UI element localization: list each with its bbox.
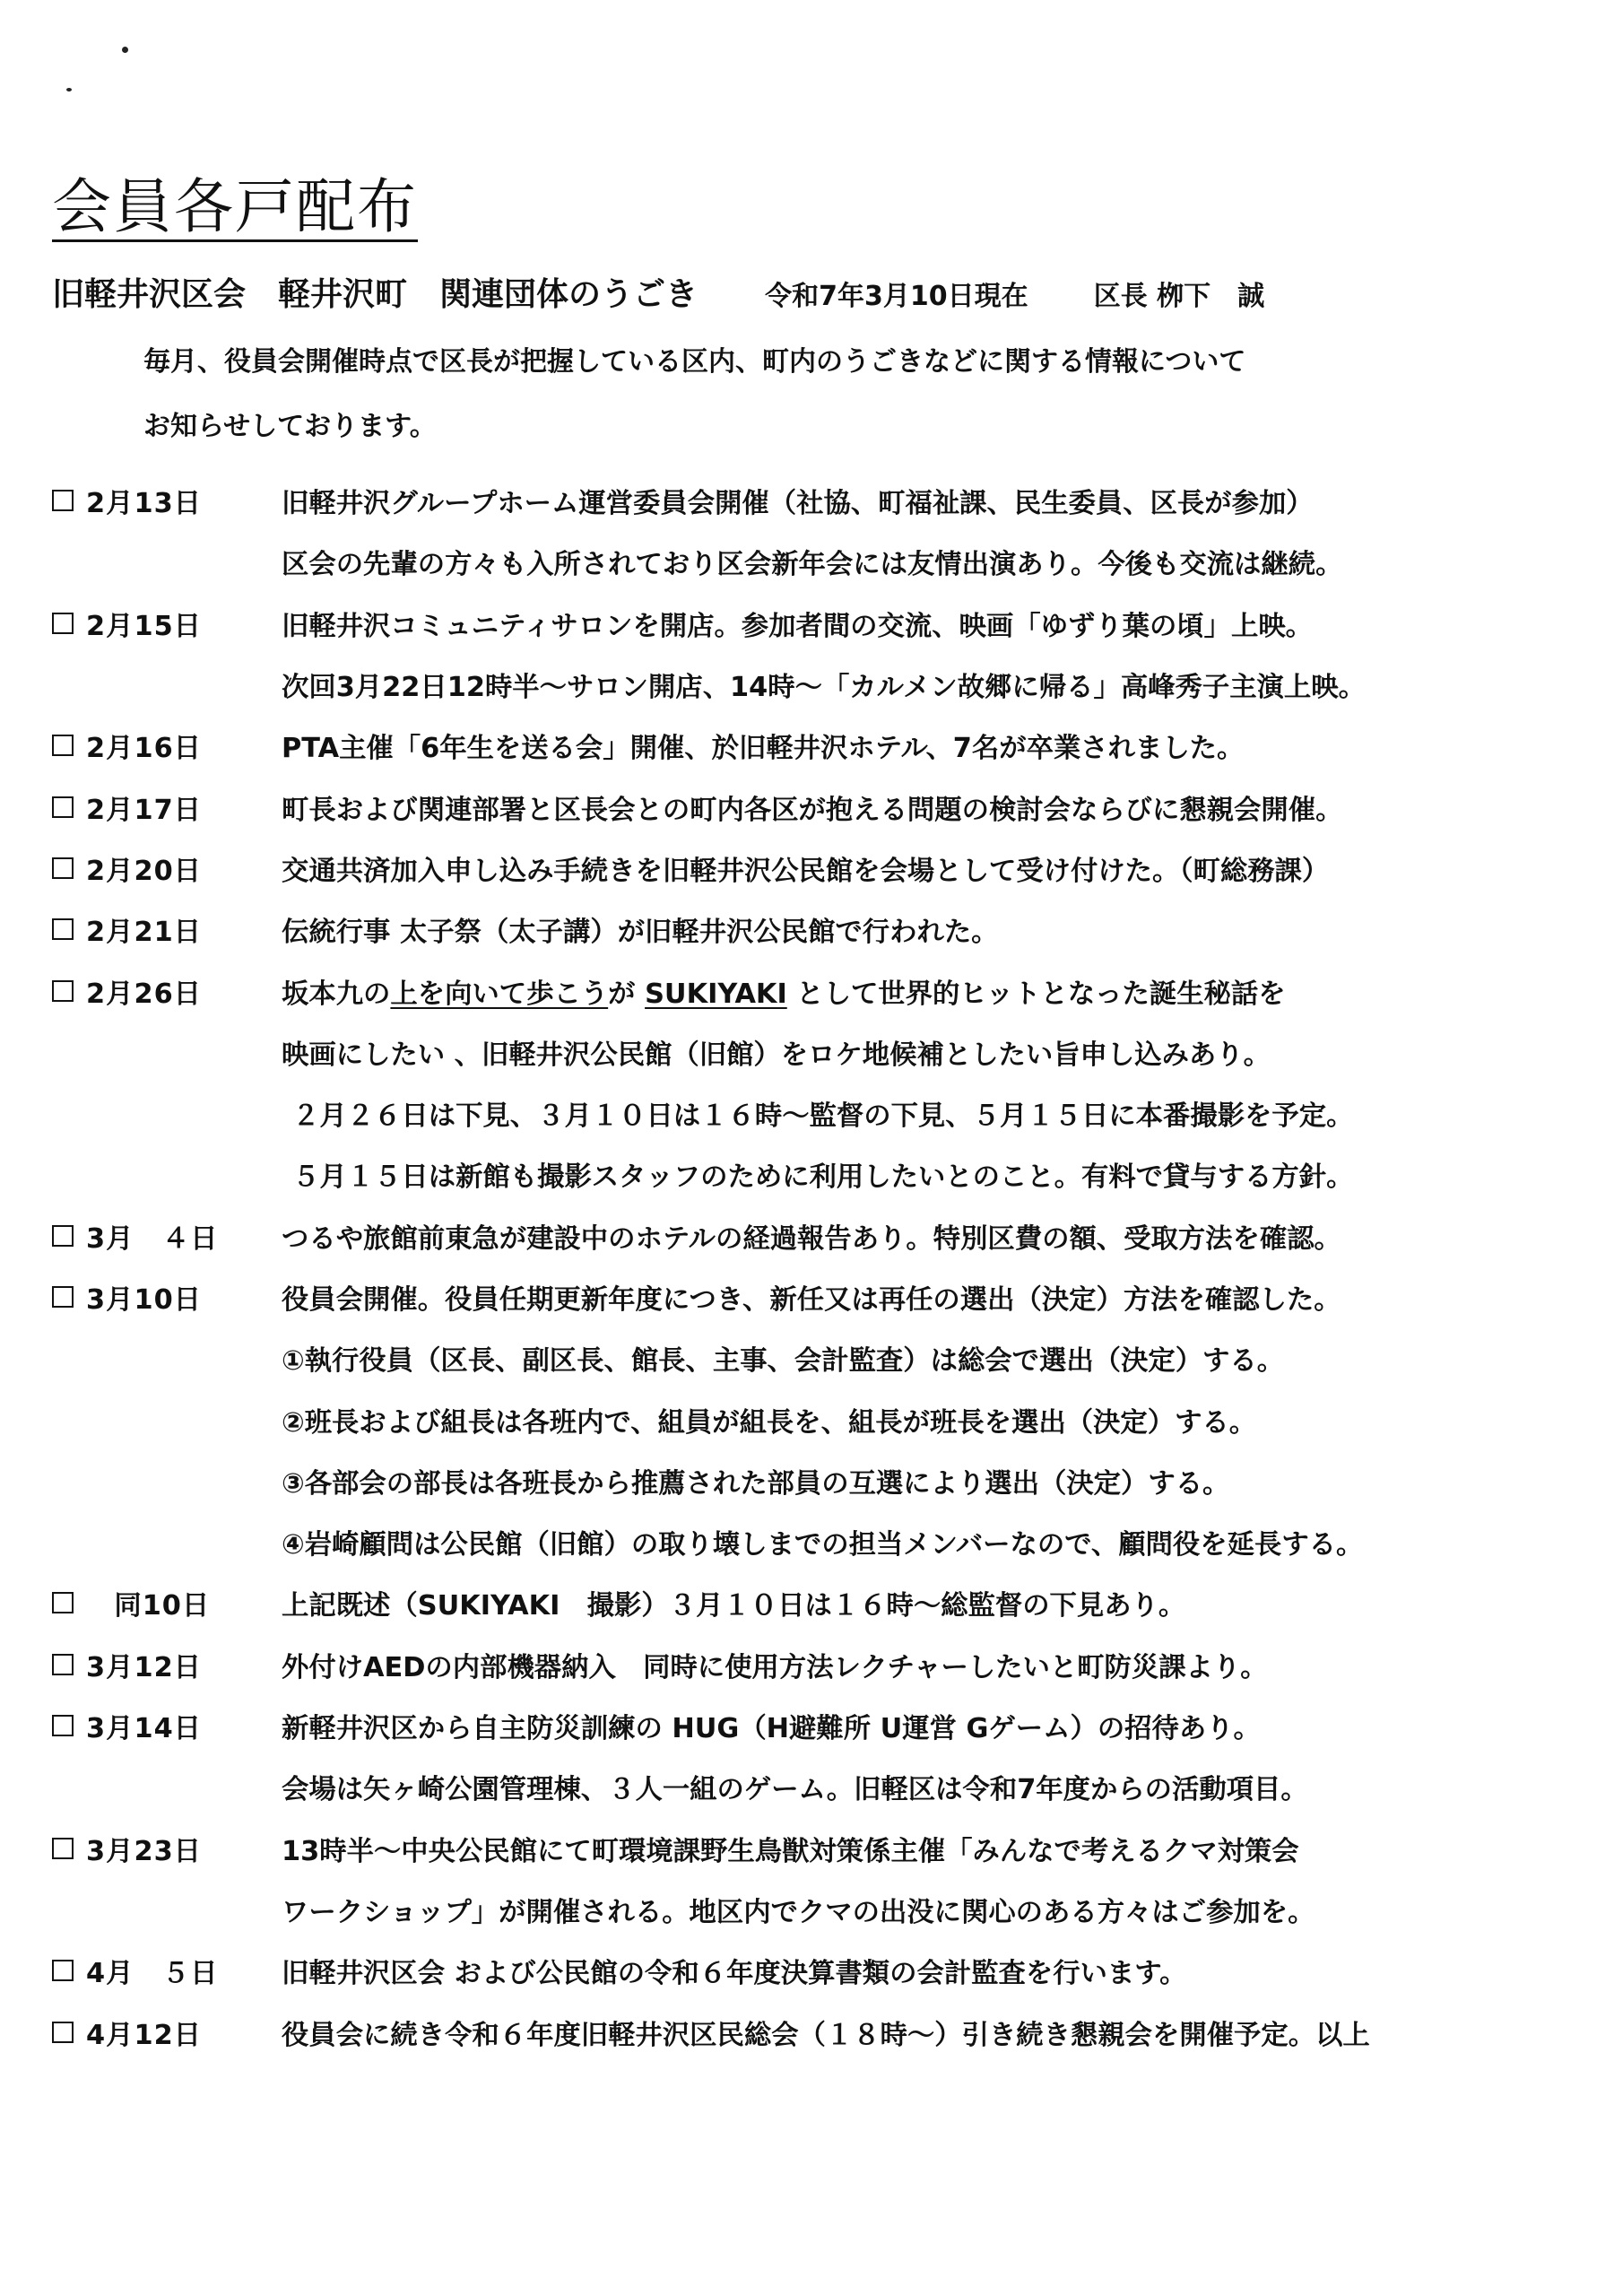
entry-text: ①執行役員（区長、副区長、館長、主事、会計監査）は総会で選出（決定）する。 (282, 1345, 1285, 1378)
checkbox-icon (52, 1715, 74, 1736)
entry-text: 旧軽井沢グループホーム運営委員会開催（社協、町福祉課、民生委員、区長が参加） (282, 488, 1314, 520)
entry-date: 2月20日 (86, 855, 203, 887)
entry-text: PTA主催「6年生を送る会」開催、於旧軽井沢ホテル、7名が卒業されました。 (282, 733, 1245, 765)
entry-date: 4月 ５日 (86, 1958, 219, 1990)
entry-date: 2月21日 (86, 917, 203, 949)
entry-row (52, 1634, 1594, 1695)
entry-date: 3月14日 (86, 1713, 203, 1745)
entry-continuation (52, 1083, 1594, 1144)
checkbox-icon (52, 1286, 74, 1308)
entry-text: 13時半～中央公民館にて町環境課野生鳥獣対策係主催「みんなで考えるクマ対策会 (282, 1835, 1299, 1867)
entry-text: 交通共済加入申し込み手続きを旧軽井沢公民館を会場として受け付けた。（町総務課） (282, 855, 1330, 887)
org-title: 旧軽井沢区会 軽井沢町 関連団体のうごき (52, 276, 699, 313)
intro-line-2: お知らせしております。 (143, 411, 437, 442)
entry-date: 2月16日 (86, 733, 203, 765)
text-segment: 坂本九の (282, 978, 391, 1010)
headline (52, 269, 1264, 315)
entry-text: 新軽井沢区から自主防災訓練の HUG（H避難所 U運営 Gゲーム）の招待あり。 (282, 1713, 1261, 1745)
entry-continuation (52, 1388, 1594, 1449)
entry-text (282, 971, 1286, 1011)
entry-row (52, 2001, 1594, 2062)
entry-text: 区会の先輩の方々も入所されており区会新年会には友情出演あり。今後も交流は継続。 (282, 549, 1343, 581)
entry-date: 2月13日 (86, 488, 203, 520)
entry-text: 旧軽井沢コミュニティサロンを開店。参加者間の交流、映画「ゆずり葉の頃」上映。 (282, 610, 1314, 642)
entry-text: ③各部会の部長は各班長から推薦された部員の互選により選出（決定）する。 (282, 1467, 1230, 1500)
entry-list (52, 470, 1594, 2063)
checkbox-icon (52, 1838, 74, 1859)
checkbox-icon (52, 490, 74, 511)
entry-text: 会場は矢ヶ崎公園管理棟、３人一組のゲーム。旧軽区は令和7年度からの活動項目。 (282, 1774, 1308, 1806)
entry-text: ワークショップ」が開催される。地区内でクマの出没に関心のある方々はご参加を。 (282, 1896, 1315, 1928)
entry-continuation (52, 1327, 1594, 1388)
checkbox-icon (52, 857, 74, 879)
entry-row (52, 1695, 1594, 1756)
entry-date: 2月17日 (86, 794, 203, 826)
entry-row (52, 899, 1594, 960)
checkbox-icon (52, 1225, 74, 1247)
entry-date: 2月15日 (86, 610, 203, 642)
sukiyaki-underlined: SUKIYAKI (645, 978, 787, 1010)
checkbox-icon (52, 2022, 74, 2043)
entry-row (52, 1266, 1594, 1327)
entry-row (52, 960, 1594, 1021)
entry-date: 3月10日 (86, 1284, 203, 1316)
checkbox-icon (52, 796, 74, 818)
entry-row (52, 715, 1594, 776)
checkbox-icon (52, 980, 74, 1002)
checkbox-icon (52, 735, 74, 756)
entry-date: 同10日 (86, 1590, 211, 1622)
checkbox-icon (52, 1960, 74, 1981)
song-title-underlined: 上を向いて歩こう (390, 978, 609, 1010)
entry-row (52, 1205, 1594, 1266)
entry-row (52, 593, 1594, 654)
entry-text: 映画にしたい 、旧軽井沢公民館（旧館）をロケ地候補としたい旨申し込みあり。 (282, 1039, 1271, 1071)
entry-continuation (52, 1756, 1594, 1817)
entry-row (52, 1940, 1594, 2001)
entry-row (52, 1818, 1594, 1879)
entry-text: 旧軽井沢区会 および公民館の令和６年度決算書類の会計監査を行います。 (282, 1958, 1187, 1990)
entry-row (52, 776, 1594, 837)
entry-continuation (52, 654, 1594, 715)
entry-date: 3月12日 (86, 1651, 203, 1683)
entry-row (52, 838, 1594, 899)
entry-text: 町長および関連部署と区長会との町内各区が抱える問題の検討会ならびに懇親会開催。 (282, 794, 1343, 826)
text-segment: として世界的ヒットとなった誕生秘話を (786, 978, 1286, 1010)
entry-text: 役員会に続き令和６年度旧軽井沢区民総会（１８時～）引き続き懇親会を開催予定。以上 (282, 2019, 1370, 2051)
entry-text: ②班長および組長は各班内で、組員が組長を、組長が班長を選出（決定）する。 (282, 1406, 1257, 1439)
entry-row (52, 470, 1594, 531)
document-title: 会員各戸配布 (52, 172, 418, 241)
entry-date: 2月26日 (86, 978, 203, 1010)
entry-text: 次回3月22日12時半～サロン開店、14時～「カルメン故郷に帰る」高峰秀子主演上映。 (282, 672, 1366, 704)
as-of-date: 令和7年3月10日現在 (765, 281, 1028, 312)
intro-line-1: 毎月、役員会開催時点で区長が把握している区内、町内のうごきなどに関する情報について (143, 346, 1246, 378)
entry-text: つるや旅館前東急が建設中のホテルの経過報告あり。特別区費の額、受取方法を確認。 (282, 1222, 1341, 1255)
entry-text: ５月１５日は新館も撮影スタッフのために利用したいとのこと。有料で貸与する方針。 (292, 1161, 1354, 1194)
entry-continuation (52, 1879, 1594, 1940)
entry-text: ２月２６日は下見、３月１０日は１６時～監督の下見、５月１５日に本番撮影を予定。 (292, 1100, 1354, 1133)
checkbox-icon (52, 613, 74, 634)
entry-date: 3月23日 (86, 1835, 203, 1867)
entry-continuation (52, 1450, 1594, 1511)
entry-text: 役員会開催。役員任期更新年度につき、新任又は再任の選出（決定）方法を確認した。 (282, 1284, 1341, 1316)
scan-speck (66, 88, 72, 91)
author-name: 区長 栁下 誠 (1093, 281, 1265, 312)
entry-continuation (52, 1022, 1594, 1083)
scan-speck (122, 47, 128, 53)
entry-text: 上記既述（SUKIYAKI 撮影）３月１０日は１６時～総監督の下見あり。 (282, 1590, 1186, 1622)
entry-continuation (52, 531, 1594, 592)
checkbox-icon (52, 1654, 74, 1675)
entry-text: ④岩崎顧問は公民館（旧館）の取り壊しまでの担当メンバーなので、顧問役を延長する。 (282, 1529, 1364, 1561)
checkbox-icon (52, 1592, 74, 1613)
checkbox-icon (52, 918, 74, 940)
text-segment: が (608, 978, 646, 1010)
entry-text: 伝統行事 太子祭（太子講）が旧軽井沢公民館で行われた。 (282, 917, 999, 949)
entry-text: 外付けAEDの内部機器納入 同時に使用方法レクチャーしたいと町防災課より。 (282, 1651, 1268, 1683)
entry-continuation (52, 1144, 1594, 1205)
entry-date: 3月 ４日 (86, 1222, 219, 1255)
entry-date: 4月12日 (86, 2019, 203, 2051)
entry-row (52, 1572, 1594, 1633)
entry-continuation (52, 1511, 1594, 1572)
